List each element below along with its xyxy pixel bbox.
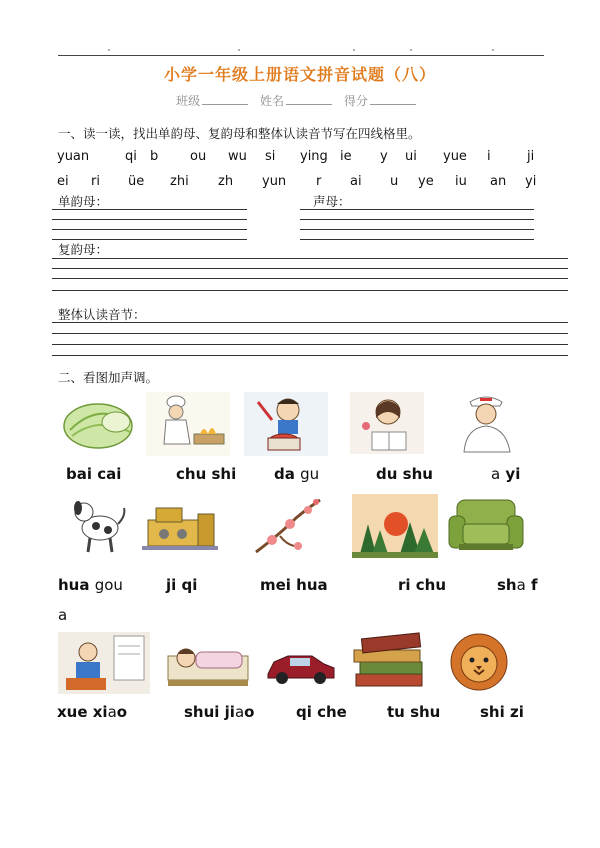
pinyin-syllable: ri	[91, 174, 100, 189]
four-line-grid[interactable]	[52, 333, 568, 334]
student-info	[0, 92, 600, 109]
section2-instruction: 二、看图加声调。	[58, 370, 159, 385]
caption-text: a	[234, 703, 245, 721]
four-line-grid[interactable]	[52, 258, 568, 259]
lion-picture	[438, 632, 520, 694]
caption-text: tu shu	[387, 703, 441, 721]
top-dot	[492, 49, 494, 51]
pinyin-syllable: ye	[418, 174, 434, 189]
class-label: 班级	[176, 94, 201, 108]
caption-text: f	[525, 576, 538, 594]
four-line-grid[interactable]	[52, 290, 568, 291]
four-line-grid[interactable]	[52, 278, 568, 279]
pinyin-syllable: u	[390, 174, 399, 189]
class-blank[interactable]	[202, 94, 248, 105]
caption-du-shu	[376, 465, 433, 483]
caption-text: xue xi	[57, 703, 108, 721]
pinyin-syllable: ou	[190, 149, 207, 164]
pinyin-syllable: y	[380, 149, 388, 164]
pinyin-syllable: ei	[57, 174, 69, 189]
zhengti-label: 整体认读音节：	[58, 307, 146, 322]
caption-text: mei hua	[260, 576, 328, 594]
caption-text: shi zi	[480, 703, 524, 721]
caption-text: gu	[300, 465, 320, 483]
four-line-grid[interactable]	[300, 239, 534, 240]
caption-chu-shi	[176, 465, 236, 483]
caption-ji-qi	[166, 576, 197, 594]
section1-instruction: 一、读一读，找出单韵母、复韵母和整体认读音节写在四线格里。	[58, 126, 421, 141]
caption-text: a	[491, 465, 501, 483]
student-studying-picture	[58, 632, 150, 694]
name-blank[interactable]	[286, 94, 332, 105]
caption-ri-chu	[398, 576, 446, 594]
four-line-grid[interactable]	[52, 209, 247, 210]
four-line-grid[interactable]	[300, 209, 534, 210]
child-sleeping-picture	[166, 634, 252, 688]
caption-bai-cai	[66, 465, 121, 483]
drum-boy-picture	[244, 392, 328, 456]
name-label: 姓名	[259, 94, 284, 108]
caption-text: sh	[497, 576, 517, 594]
caption-sha-fa	[497, 576, 538, 594]
top-dot	[108, 49, 110, 51]
caption-xue-xiao	[57, 703, 127, 721]
nurse-picture	[452, 392, 520, 456]
pinyin-syllable: qi	[125, 149, 137, 164]
plum-blossom-picture	[250, 494, 326, 558]
shengmu-label: 声母：	[313, 194, 351, 209]
caption-sha-fa-wrap	[58, 606, 67, 624]
dog-picture	[66, 494, 130, 558]
dan-yunmu-label: 单韵母：	[58, 194, 109, 209]
caption-mei-hua	[260, 576, 328, 594]
top-dot	[238, 49, 240, 51]
pinyin-syllable: si	[265, 149, 276, 164]
four-line-grid[interactable]	[52, 355, 568, 356]
page-title: 小学一年级上册语文拼音试题（八）	[163, 65, 436, 84]
four-line-grid[interactable]	[52, 229, 247, 230]
pinyin-syllable: i	[487, 149, 491, 164]
caption-shui-jiao	[184, 703, 254, 721]
four-line-grid[interactable]	[52, 219, 247, 220]
top-dot	[353, 49, 355, 51]
fu-yunmu-label: 复韵母：	[58, 242, 109, 257]
pinyin-syllable: ui	[405, 149, 417, 164]
caption-text: a	[107, 703, 117, 721]
girl-reading-picture	[350, 392, 424, 454]
pinyin-syllable: yun	[262, 174, 287, 189]
caption-text: o	[116, 703, 128, 721]
pinyin-syllable: yi	[525, 174, 537, 189]
caption-text: gou	[94, 576, 123, 594]
pinyin-syllable: zhi	[170, 174, 189, 189]
caption-text: du shu	[376, 465, 433, 483]
caption-hua-gou	[58, 576, 123, 594]
car-picture	[264, 648, 336, 686]
four-line-grid[interactable]	[300, 219, 534, 220]
caption-text: ji qi	[166, 576, 198, 594]
caption-text: o	[244, 703, 255, 721]
score-label: 得分	[343, 94, 368, 108]
pinyin-syllable: yuan	[57, 149, 90, 164]
sunrise-picture	[352, 494, 438, 558]
four-line-grid[interactable]	[52, 268, 568, 269]
chinese-cabbage-picture	[58, 392, 138, 456]
top-rule	[58, 55, 544, 56]
caption-text: yi	[500, 465, 521, 483]
caption-qi-che	[296, 703, 347, 721]
books-picture	[350, 630, 430, 692]
pinyin-syllable: ji	[527, 149, 535, 164]
pinyin-syllable: zh	[218, 174, 234, 189]
caption-da-gu	[274, 465, 319, 483]
caption-tu-shu	[387, 703, 440, 721]
score-blank[interactable]	[370, 94, 416, 105]
four-line-grid[interactable]	[52, 344, 568, 345]
pinyin-syllable: ai	[350, 174, 362, 189]
pinyin-syllable: r	[316, 174, 322, 189]
machine-picture	[142, 500, 218, 552]
caption-text: da	[274, 465, 301, 483]
pinyin-syllable: wu	[228, 149, 247, 164]
pinyin-syllable: ie	[340, 149, 352, 164]
four-line-grid[interactable]	[52, 322, 568, 323]
caption-text: qi che	[296, 703, 347, 721]
caption-text: ri chu	[398, 576, 447, 594]
caption-shi-zi	[480, 703, 524, 721]
pinyin-syllable: an	[490, 174, 507, 189]
four-line-grid[interactable]	[300, 229, 534, 230]
caption-a-yi	[491, 465, 520, 483]
caption-text: hua	[58, 576, 95, 594]
pinyin-syllable: b	[150, 149, 159, 164]
chef-picture	[146, 392, 230, 456]
caption-text: bai cai	[66, 465, 122, 483]
pinyin-syllable: ying	[300, 149, 328, 164]
caption-text: shui ji	[184, 703, 235, 721]
caption-text: a	[58, 606, 68, 624]
caption-text: chu shi	[176, 465, 237, 483]
pinyin-syllable: yue	[443, 149, 467, 164]
caption-text: a	[516, 576, 526, 594]
top-dot	[410, 49, 412, 51]
pinyin-syllable: üe	[128, 174, 145, 189]
pinyin-syllable: iu	[455, 174, 467, 189]
sofa-picture	[447, 494, 525, 558]
